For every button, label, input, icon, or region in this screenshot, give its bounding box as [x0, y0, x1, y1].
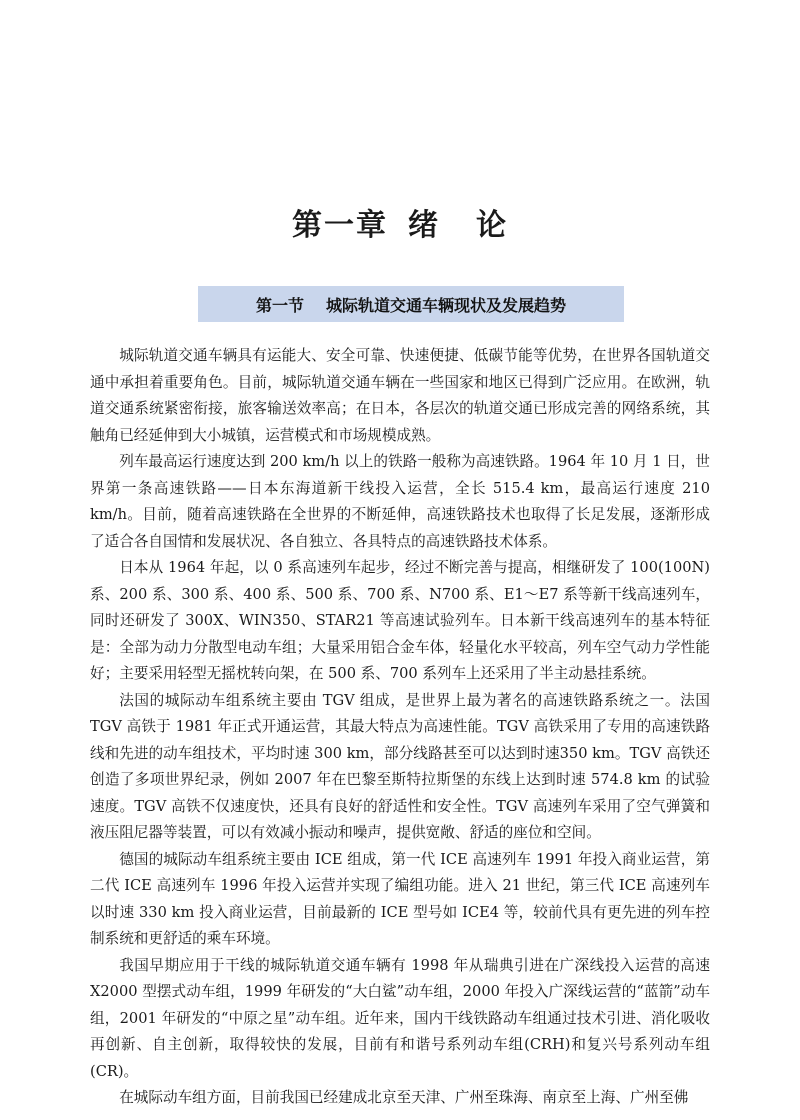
section-title: 城际轨道交通车辆现状及发展趋势: [326, 295, 567, 315]
chapter-title-char-1: 绪: [408, 208, 440, 243]
paragraph: 列车最高运行速度达到 200 km/h 以上的铁路一般称为高速铁路。1964 年 10 月 1 日，世界第一条高速铁路——日本东海道新干线投入运营，全长 515.4 km，最高运行速度 210 km/h。目前，随着高速铁路在全世界的不断延伸，高速铁路技术也取得了长足发展，逐渐形成了适合各自国情和发展状况、各自独立、各具特点的高速铁路技术体系。: [90, 453, 710, 550]
paragraph: 我国早期应用于干线的城际轨道交通车辆有 1998 年从瑞典引进在广深线投入运营的高速 X2000 型摆式动车组，1999 年研发的“大白鲨”动车组，2000 年投入广深线运营的“蓝箭”动车组，2001 年研发的“中原之星”动车组。近年来，国内干线铁路动车组通过技术引进、消化吸收再创新、自主创新，取得较快的发展，目前有和谐号系列动车组(CRH)和复兴号系列动车组(CR)。: [90, 956, 710, 1080]
paragraph: 德国的城际动车组系统主要由 ICE 组成，第一代 ICE 高速列车 1991 年投入商业运营，第二代 ICE 高速列车 1996 年投入运营并实现了编组功能。进入 21 世纪，第三代 ICE 高速列车以时速 330 km 投入商业运营，目前最新的 ICE 型号如 ICE4 等，较前代具有更先进的列车控制系统和更舒适的乘车环境。: [90, 850, 710, 947]
paragraph: 法国的城际动车组系统主要由 TGV 组成，是世界上最为著名的高速铁路系统之一。法国 TGV 高铁于 1981 年正式开通运营，其最大特点为高速性能。TGV 高铁采用了专用的高速铁路线和先进的动车组技术，平均时速 300 km，部分线路甚至可以达到时速350 km。TGV 高铁还创造了多项世界纪录，例如 2007 年在巴黎至斯特拉斯堡的东线上达到时速 574.8 km 的试验速度。TGV 高铁不仅速度快，还具有良好的舒适性和安全性。TGV 高速列车采用了空气弹簧和液压阻尼器等装置，可以有效减小振动和噪声，提供宽敞、舒适的座位和空间。: [90, 691, 710, 841]
paragraph: 在城际动车组方面，目前我国已经建成北京至天津、广州至珠海、南京至上海、广州至佛: [119, 1089, 689, 1106]
section-heading: [198, 286, 624, 322]
section-number: 第一节: [255, 295, 304, 315]
chapter-title-char-2: 论: [476, 208, 508, 243]
body-text: [90, 343, 710, 1112]
chapter-title: [0, 200, 800, 244]
chapter-number: 第一章: [292, 208, 388, 243]
paragraph: 城际轨道交通车辆具有运能大、安全可靠、快速便捷、低碳节能等优势，在世界各国轨道交通中承担着重要角色。目前，城际轨道交通车辆在一些国家和地区已得到广泛应用。在欧洲，轨道交通系统紧密衔接，旅客输送效率高；在日本，各层次的轨道交通已形成完善的网络系统，其触角已经延伸到大小城镇，运营模式和市场规模成熟。: [90, 347, 710, 444]
paragraph: 日本从 1964 年起，以 0 系高速列车起步，经过不断完善与提高，相继研发了 100(100N)系、200 系、300 系、400 系、500 系、700 系、N700 系、E1～E7 系等新干线高速列车，同时还研发了 300X、WIN350、STAR21 等高速试验列车。日本新干线高速列车的基本特征是：全部为动力分散型电动车组；大量采用铝合金车体，轻量化水平较高，列车空气动力学性能好；主要采用轻型无摇枕转向架，在 500 系、700 系列车上还采用了半主动悬挂系统。: [90, 559, 710, 682]
